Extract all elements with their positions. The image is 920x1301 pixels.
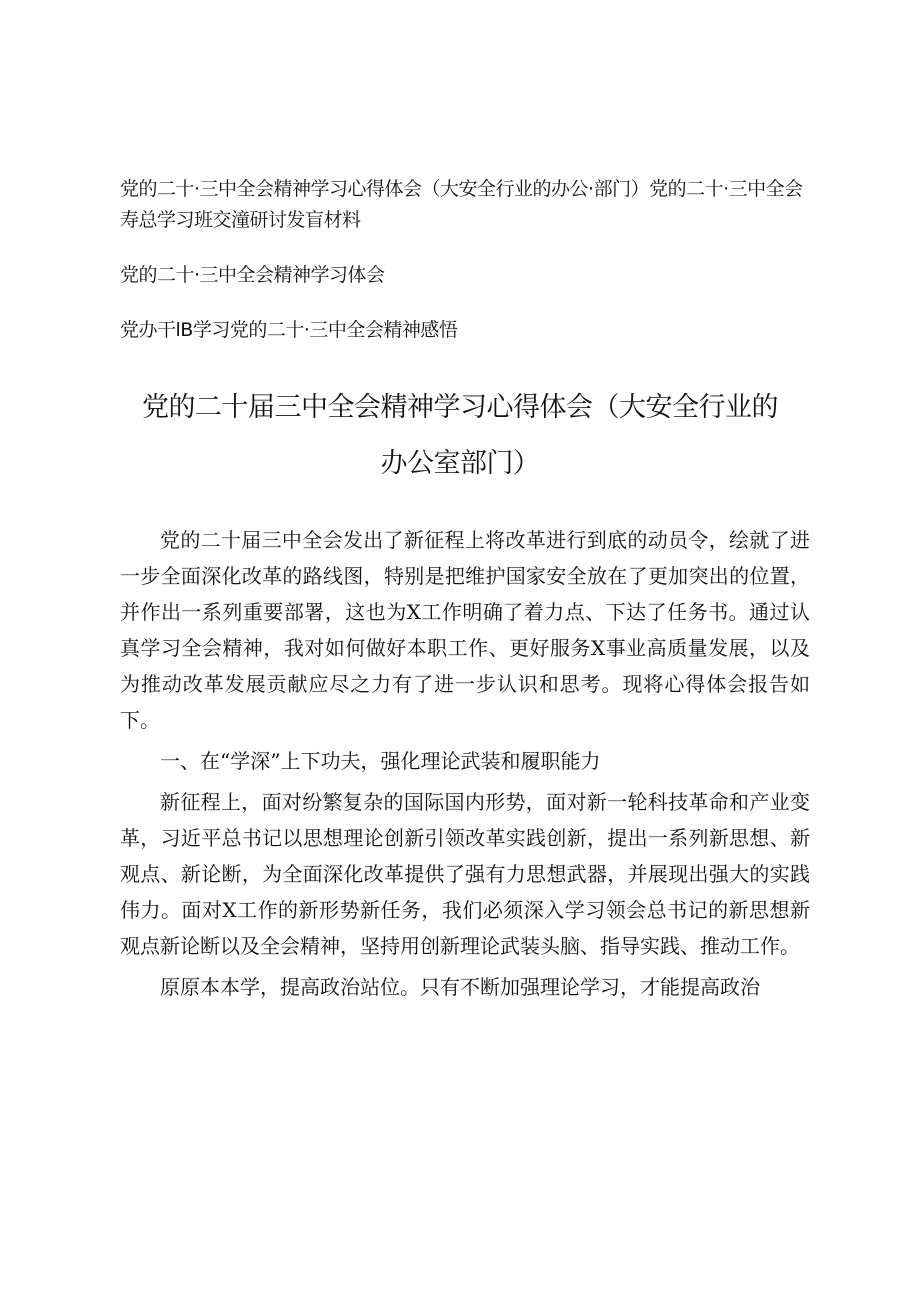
body-paragraph-partial: 原原本本学，提高政治站位。只有不断加强理论学习，才能提高政治 [160,975,760,999]
document-title [120,380,800,492]
body-paragraph: 新征程上，面对纷繁复杂的国际国内形势，面对新一轮科技革命和产业变革，习近平总书记以思想理论创新引领改革实践创新，提出一系列新思想、新观点、新论断，为全面深化改革提供了强有力思想武器，并展现出强大的实践伟力。面对X工作的新形势新任务，我们必须深入学习领会总书记的新思想新观点新论断以及全会精神，坚持用创新理论武装头脑、指导实践、推动工作。 [120,790,810,958]
document-title-line-1: 党的二十届三中全会精神学习心得体会（大安全行业的 [142,392,778,423]
document-body [120,522,810,1010]
toc-item-2[interactable]: 党的二十·三中全会精神学习体会 [120,264,385,286]
intro-paragraph: 党的二十届三中全会发出了新征程上将改革进行到底的动员令，绘就了进一步全面深化改革的路线图，特别是把维护国家安全放在了更加突出的位置，并作出一系列重要部署，这也为X工作明确了着力点、下达了任务书。通过认真学习全会精神，我对如何做好本职工作、更好服务X事业高质量发展，以及为推动改革发展贡献应尽之力有了进一步认识和思考。现将心得体会报告如下。 [120,528,810,732]
document-title-line-2: 办公室部门） [380,448,540,479]
table-of-contents [120,174,820,370]
toc-item-1[interactable]: 党的二十·三中全会精神学习心得体会（大安全行业的办公·部门）党的二十·三中全会寿总学习班交潼研讨发盲材料 [120,178,803,231]
toc-item-3[interactable]: 党办干lB学习党的二十·三中全会精神感悟 [120,319,458,341]
section-heading-1: 一、在“学深”上下功夫，强化理论武装和履职能力 [160,749,601,773]
